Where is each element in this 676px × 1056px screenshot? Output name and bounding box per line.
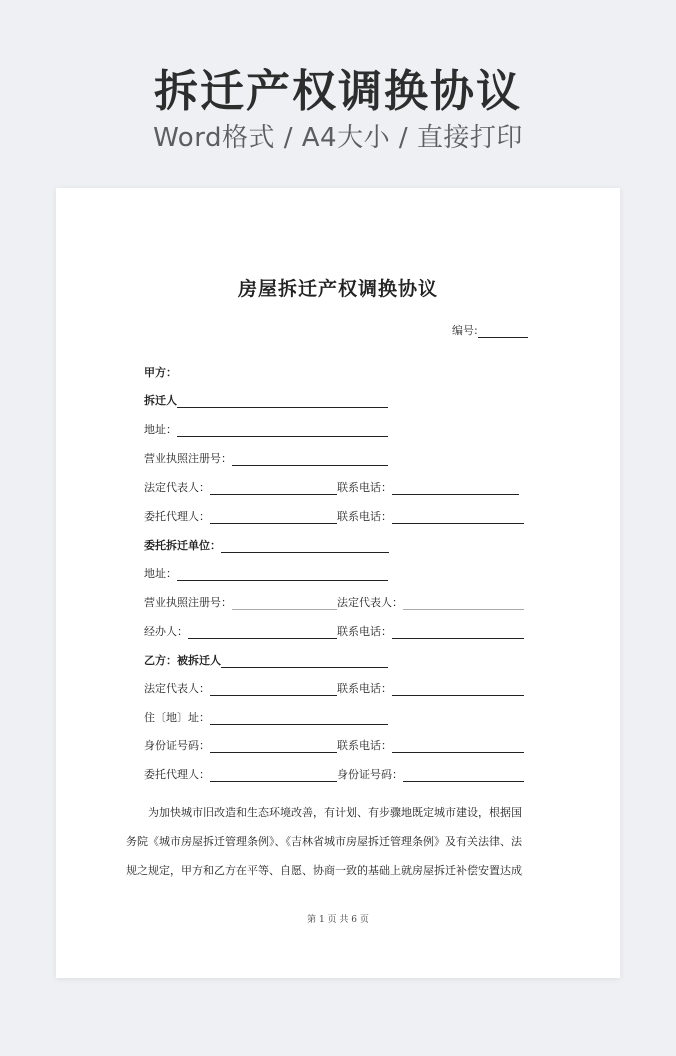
residence-label: 住〔地〕址： [144, 711, 210, 724]
unit-legal-rep-label: 法定代表人： [337, 596, 403, 609]
agent-label: 委托代理人： [144, 510, 210, 523]
agent-row [144, 504, 524, 524]
entrusted-unit-blank[interactable] [221, 540, 389, 553]
serial-label: 编号: [452, 324, 478, 337]
id-phone-blank[interactable] [392, 740, 524, 753]
party-a-row [144, 360, 177, 380]
handler-phone-blank[interactable] [392, 626, 524, 639]
b-agent-row [144, 762, 524, 782]
unit-address-row [144, 561, 388, 581]
license-label: 营业执照注册号： [144, 452, 232, 465]
license-row [144, 446, 388, 466]
license-blank[interactable] [232, 453, 388, 466]
document-page [56, 188, 620, 978]
serial-number-field [452, 322, 528, 338]
b-agent-id-blank[interactable] [403, 769, 524, 782]
handler-blank[interactable] [188, 626, 337, 639]
entrusted-unit-label: 委托拆迁单位： [144, 539, 221, 552]
b-phone-label: 联系电话： [337, 682, 392, 695]
legal-rep-label: 法定代表人： [144, 481, 210, 494]
serial-blank[interactable] [478, 325, 528, 338]
id-blank[interactable] [210, 740, 337, 753]
banner-subtitle: Word格式 / A4大小 / 直接打印 [153, 123, 523, 153]
demolisher-row [144, 388, 388, 408]
agreement-paragraph [126, 798, 526, 885]
residence-row [144, 705, 388, 725]
residence-blank[interactable] [210, 712, 388, 725]
phone-label: 联系电话： [337, 481, 392, 494]
b-agent-label: 委托代理人： [144, 768, 210, 781]
entrusted-unit-row [144, 533, 389, 553]
demolisher-blank[interactable] [177, 395, 388, 408]
paragraph-line: 规之规定，甲方和乙方在平等、自愿、协商一致的基础上就房屋拆迁补偿安置达成 [126, 864, 522, 877]
demolisher-label: 拆迁人 [144, 394, 177, 407]
agent-phone-blank[interactable] [392, 511, 524, 524]
id-label: 身份证号码： [144, 739, 210, 752]
party-a-label: 甲方： [144, 366, 177, 379]
id-phone-label: 联系电话： [337, 739, 392, 752]
party-b-row [144, 648, 388, 668]
unit-license-row [144, 590, 524, 610]
handler-phone-label: 联系电话： [337, 625, 392, 638]
unit-license-label: 营业执照注册号： [144, 596, 232, 609]
party-b-label: 乙方：被拆迁人 [144, 654, 221, 667]
paragraph-line: 为加快城市旧改造和生态环境改善，有计划、有步骤地既定城市建设，根据国 [148, 806, 522, 819]
document-title: 房屋拆迁产权调换协议 [237, 278, 438, 300]
agent-blank[interactable] [210, 511, 337, 524]
paragraph-line: 务院《城市房屋拆迁管理条例》、《吉林省城市房屋拆迁管理条例》及有关法律、法 [126, 835, 522, 848]
b-legal-rep-blank[interactable] [210, 683, 337, 696]
unit-license-blank[interactable] [232, 597, 337, 610]
b-legal-rep-row [144, 676, 524, 696]
address-label: 地址： [144, 423, 177, 436]
unit-address-label: 地址： [144, 567, 177, 580]
banner-title: 拆迁产权调换协议 [154, 66, 522, 117]
id-row [144, 733, 524, 753]
unit-legal-rep-blank[interactable] [403, 597, 524, 610]
unit-address-blank[interactable] [177, 568, 388, 581]
b-agent-blank[interactable] [210, 769, 337, 782]
address-blank[interactable] [177, 424, 388, 437]
legal-rep-row [144, 475, 519, 495]
b-phone-blank[interactable] [392, 683, 524, 696]
page-footer: 第 1 页 共 6 页 [307, 915, 369, 925]
b-agent-id-label: 身份证号码： [337, 768, 403, 781]
agent-phone-label: 联系电话： [337, 510, 392, 523]
phone-blank[interactable] [392, 482, 519, 495]
handler-label: 经办人： [144, 625, 188, 638]
b-legal-rep-label: 法定代表人： [144, 682, 210, 695]
party-b-blank[interactable] [221, 655, 388, 668]
legal-rep-blank[interactable] [210, 482, 337, 495]
handler-row [144, 619, 524, 639]
address-row [144, 417, 388, 437]
